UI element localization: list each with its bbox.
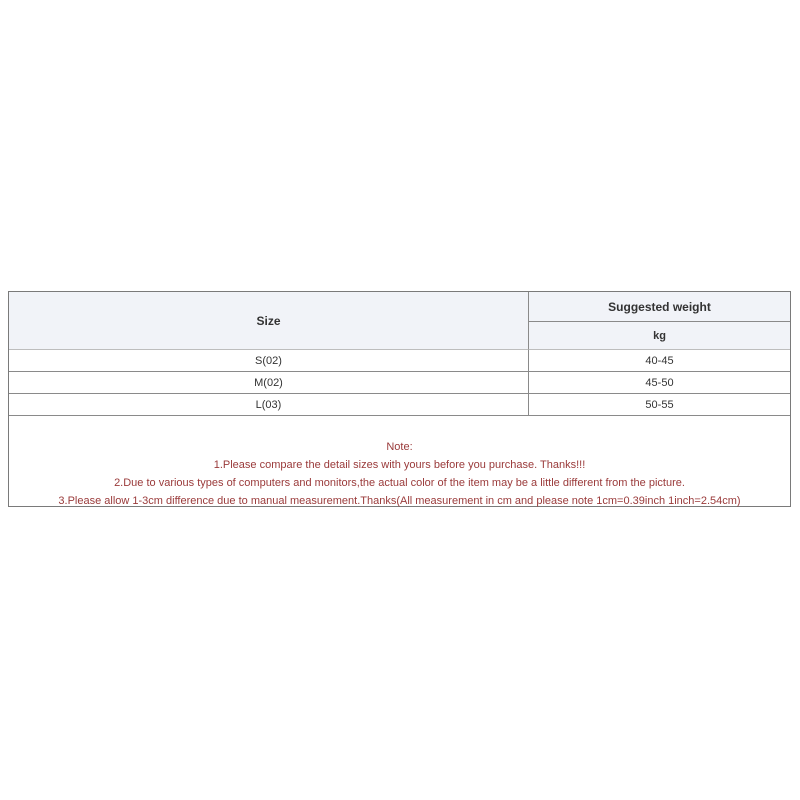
cell-size: S(02) [9,350,529,371]
size-chart-table [8,291,791,507]
cell-size: L(03) [9,394,529,415]
note-line: 2.Due to various types of computers and monitors,the actual color of the item may be a little different from the picture. [114,477,685,489]
header-unit: kg [529,322,790,350]
note-line: 3.Please allow 1-3cm difference due to manual measurement.Thanks(All measurement in cm and please note 1cm=0.39inch 1inch=2.54cm) [58,495,741,507]
cell-size: M(02) [9,372,529,393]
cell-weight: 40-45 [645,354,674,367]
table-row [9,350,790,372]
table-row [9,372,790,394]
header-suggested-weight: Suggested weight [529,292,790,322]
table-row [9,394,790,416]
cell-weight: 50-55 [645,398,674,411]
note-line: 1.Please compare the detail sizes with yours before you purchase. Thanks!!! [213,459,586,471]
notes-title: Note: [386,441,413,453]
notes-section [9,432,790,510]
cell-weight: 45-50 [645,376,674,389]
header-size: Size [9,292,529,350]
